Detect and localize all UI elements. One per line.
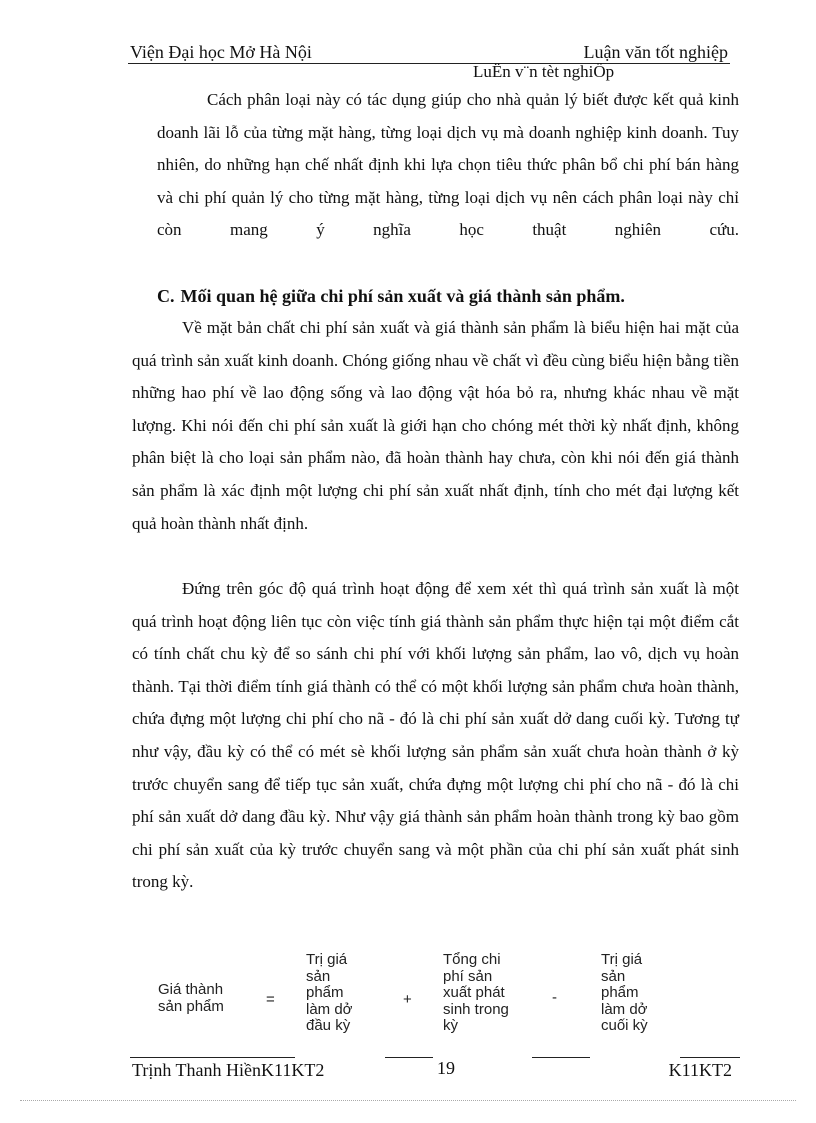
paragraph-classification — [157, 84, 739, 247]
formula-plus: + — [403, 991, 412, 1008]
header-institution: Viện Đại học Mở Hà Nội — [130, 42, 312, 62]
footer-rule — [680, 1057, 740, 1058]
paragraph-relationship — [132, 312, 739, 540]
page-number: 19 — [437, 1058, 455, 1078]
section-label: C. — [157, 286, 175, 306]
formula-term-line: sản — [306, 967, 331, 985]
formula-term-incurred — [443, 952, 509, 1035]
footer-class: K11KT2 — [668, 1060, 732, 1080]
footer-author: Trịnh Thanh HiềnK11KT2 — [132, 1060, 325, 1080]
formula-term-line: sinh trong — [443, 1000, 509, 1018]
footer-rule — [130, 1057, 295, 1058]
formula-term-line: sản — [601, 967, 626, 985]
formula-term-line: phẩm — [601, 984, 639, 1001]
formula-minus: - — [552, 989, 557, 1006]
formula-term-opening — [306, 952, 353, 1035]
formula-result — [158, 982, 224, 1015]
formula-equals: = — [266, 991, 275, 1008]
section-title: Mối quan hệ giữa chi phí sản xuất và giá thành sản phẩm. — [180, 286, 625, 306]
formula-term-line: Trị giá — [306, 951, 348, 968]
formula-result-line: Giá thành — [158, 981, 224, 998]
footer-rule — [385, 1057, 433, 1058]
formula-term-line: phí sản — [443, 967, 493, 985]
header-garbled-title: LuËn v¨n tèt nghiÖp — [473, 62, 615, 81]
formula-term-line: Tổng chi — [443, 951, 501, 968]
formula-term-line: xuất phát — [443, 984, 505, 1001]
paragraph-process — [132, 573, 739, 899]
section-heading — [157, 286, 625, 307]
formula-term-line: Trị giá — [601, 951, 643, 968]
paragraph-text: Đứng trên góc độ quá trình hoạt động để xem xét thì quá trình sản xuất là một quá trình hoạt động liên tục còn việc tính giá thành sản phẩm thực hiện tại một điểm cắt có tính chất chu kỳ để so sánh chi phí với khối lượng sản phẩm, lao vô, dịch vụ hoàn thành. Tại thời điểm tính giá thành có thể có một khối lượng sản phẩm chưa hoàn thành, chứa đựng một lượng chi phí cho nã - đó là chi phí sản xuất dở dang cuối kỳ. Tương tự như vậy, đầu kỳ có thể có mét sè khối lượng sản phẩm sản xuất chưa hoàn thành ở kỳ trước chuyển sang để tiếp tục sản xuất, chứa đựng một lượng chi phí cho nã - đó là chi phí sản xuất dở dang đầu kỳ. Như vậy giá thành sản phẩm hoàn thành trong kỳ bao gồm chi phí sản xuất của kỳ trước chuyển sang và một phần của chi phí sản xuất phát sinh trong kỳ. — [132, 579, 739, 892]
formula-term-line: kỳ — [443, 1017, 458, 1034]
header-thesis-title: Luận văn tốt nghiệp — [583, 42, 728, 62]
formula-term-line: làm dở — [601, 1000, 648, 1018]
formula-term-line: phẩm — [306, 984, 344, 1001]
formula-term-line: làm dở — [306, 1000, 353, 1018]
paragraph-text: Cách phân loại này có tác dụng giúp cho nhà quản lý biết được kết quả kinh doanh lãi lỗ của từng mặt hàng, từng loại dịch vụ mà doanh nghiệp kinh doanh. Tuy nhiên, do những hạn chế nhất định khi lựa chọn tiêu thức phân bổ chi phí bán hàng và chi phí quản lý cho từng mặt hàng, từng loại dịch vụ nên cách phân loại này chỉ còn mang ý nghĩa học thuật nghiên cứu. — [157, 90, 739, 240]
formula-result-line: sản phẩm — [158, 997, 224, 1015]
footer-rule — [532, 1057, 590, 1058]
formula-term-closing — [601, 952, 648, 1035]
formula-term-line: đầu kỳ — [306, 1017, 351, 1034]
header-rule — [128, 63, 730, 64]
page-bottom-dotted-rule — [20, 1100, 796, 1101]
formula-term-line: cuối kỳ — [601, 1017, 648, 1034]
paragraph-text: Về mặt bản chất chi phí sản xuất và giá thành sản phẩm là biểu hiện hai mặt của quá trình sản xuất kinh doanh. Chóng giống nhau về chất vì đều cùng biểu hiện bằng tiền những hao phí về lao động sống và lao động vật hóa bỏ ra, nhưng khác nhau về mặt lượng. Khi nói đến chi phí sản xuất là giới hạn cho chóng mét thời kỳ nhất định, không phân biệt là cho loại sản phẩm nào, đã hoàn thành hay chưa, còn khi nói đến giá thành sản phẩm là xác định một lượng chi phí sản xuất nhất định, tính cho mét đại lượng kết quả hoàn thành nhất định. — [132, 318, 739, 533]
